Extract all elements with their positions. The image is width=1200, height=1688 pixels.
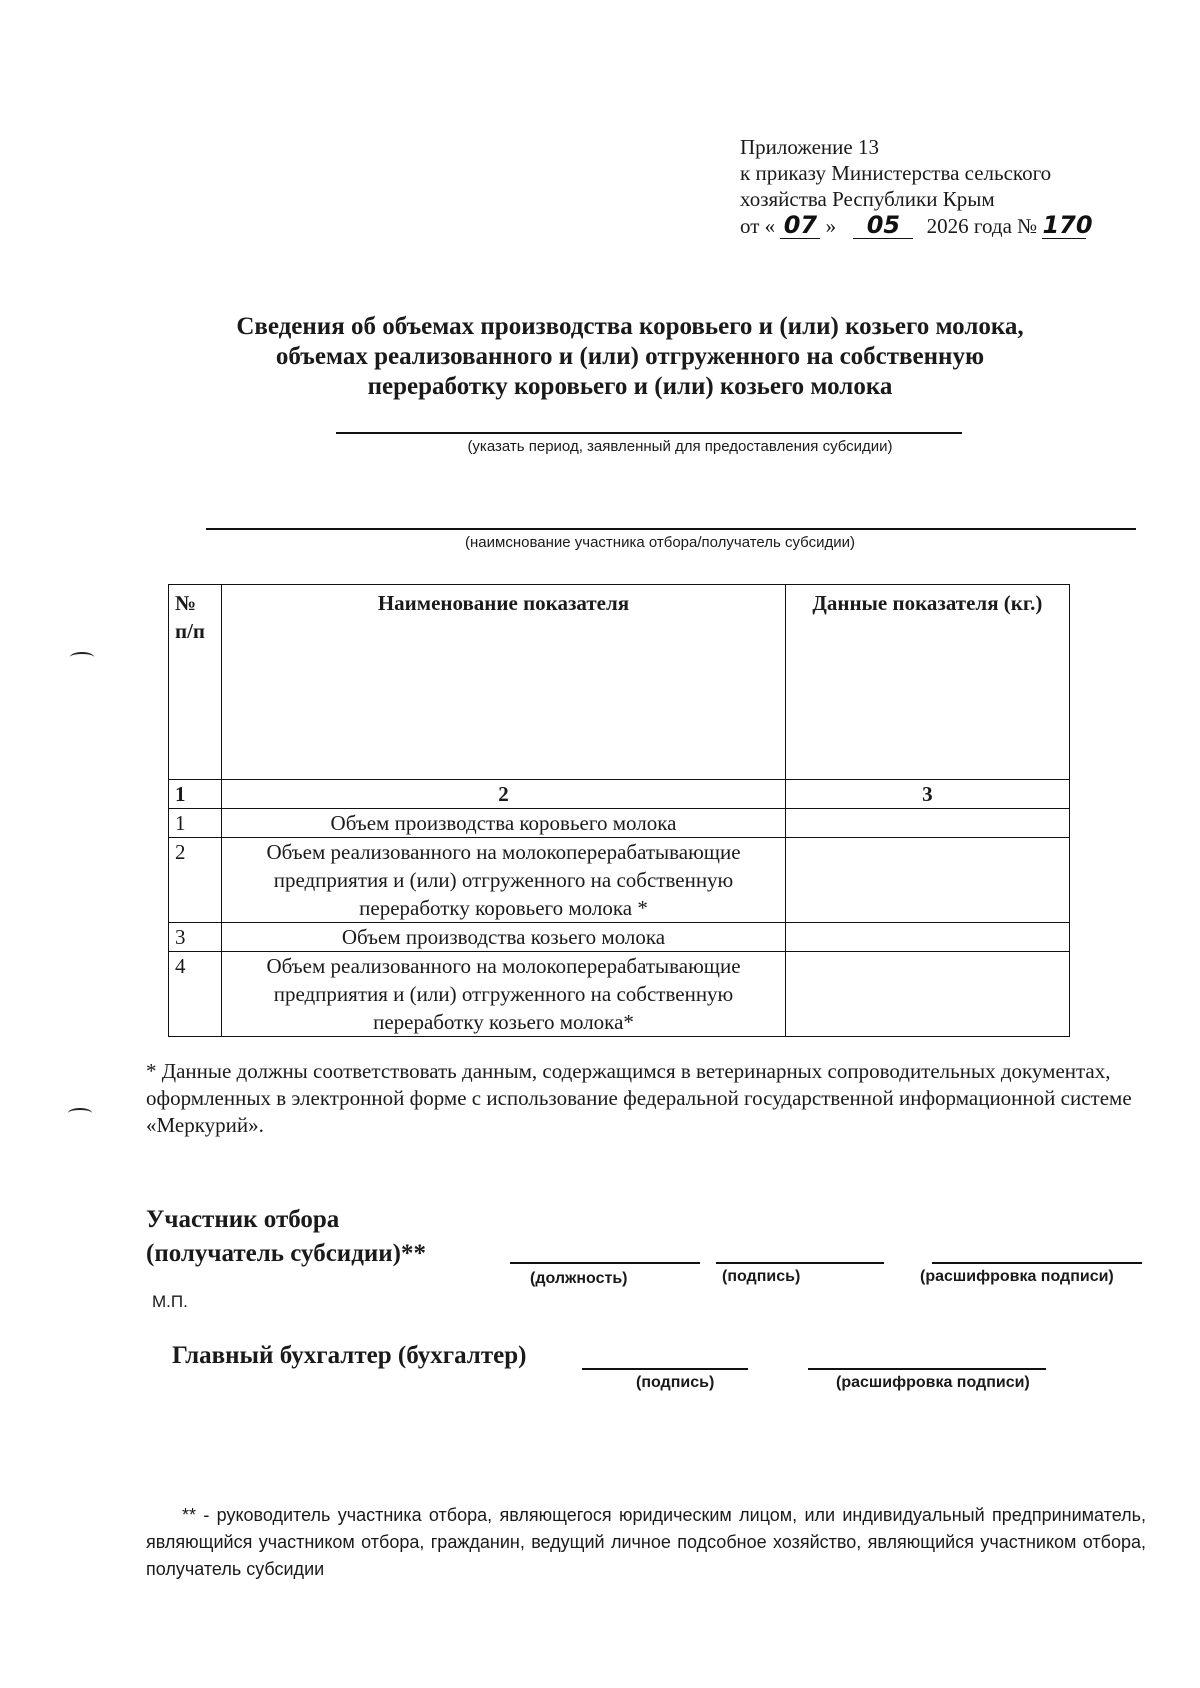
date-prefix: от « [740, 214, 776, 238]
table-row [169, 838, 1070, 923]
row-num: 3 [169, 923, 222, 952]
scan-mark [68, 1108, 92, 1118]
title-line-1: Сведения об объемах производства коровьего и (или) козьего молока, [236, 313, 1024, 340]
title-line-2: объемах реализованного и (или) отгруженного на собственную [275, 343, 985, 370]
stamp-place: М.П. [152, 1292, 188, 1311]
row-name: Объем производства коровьего молока [222, 809, 786, 838]
title-line-3: переработку коровьего и (или) козьего молока [367, 373, 893, 400]
row-value-cell[interactable] [785, 838, 1069, 923]
index-col-1: 1 [169, 780, 222, 809]
appendix-date-line [740, 211, 1093, 239]
row-value-cell[interactable] [785, 809, 1069, 838]
header-name: Наименование показателя [222, 585, 786, 780]
document-title [180, 312, 1080, 402]
table-row [169, 952, 1070, 1037]
table-row [169, 809, 1070, 838]
period-hint: (указать период, заявленный для предоставления субсидии) [467, 438, 893, 455]
position-field-line[interactable] [510, 1262, 700, 1264]
row-name: Объем реализованного на молокоперерабатывающие предприятия и (или) отгруженного на собственную переработку козьего молока* [222, 952, 786, 1037]
decode-hint: (расшифровка подписи) [920, 1268, 1114, 1285]
participant-hint: (наимснование участника отбора/получатель субсидии) [465, 534, 855, 551]
date-sep: » [825, 214, 837, 238]
footnote-responsible: ** - руководитель участника отбора, являющегося юридическим лицом, или индивидуальный предприниматель, являющийся участником отбора, гражданин, ведущий личное подсобное хозяйство, являющийся участником отбора, получатель субсидии [146, 1505, 1146, 1579]
header-num: № п/п [169, 585, 222, 780]
indicators-table [168, 584, 1070, 1037]
row-num: 1 [169, 809, 222, 838]
appendix-ministry-line: хозяйства Республики Крым [740, 187, 995, 211]
participant-label-1: Участник отбора [146, 1206, 340, 1233]
appendix-order-line: к приказу Министерства сельского [740, 161, 1052, 185]
accountant-label: Главный бухгалтер (бухгалтер) [172, 1342, 527, 1369]
row-name: Объем реализованного на молокоперерабатывающие предприятия и (или) отгруженного на собственную переработку коровьего молока * [222, 838, 786, 923]
acc-decode-hint: (расшифровка подписи) [836, 1374, 1030, 1391]
appendix-block [740, 134, 1093, 239]
header-value: Данные показателя (кг.) [785, 585, 1069, 780]
signature-field-line[interactable] [716, 1262, 884, 1264]
date-day: 07 [780, 212, 820, 239]
decode-field-line[interactable] [932, 1262, 1142, 1264]
index-col-3: 3 [785, 780, 1069, 809]
signature-hint: (подпись) [722, 1268, 801, 1285]
appendix-title: Приложение 13 [740, 135, 879, 159]
row-num: 4 [169, 952, 222, 1037]
participant-label-2: (получатель субсидии)** [146, 1240, 426, 1267]
period-field-line[interactable] [336, 432, 962, 434]
footnote-mercury: * Данные должны соответствовать данным, содержащимся в ветеринарных сопроводительных документах, оформленных в электронной форме с использование федеральной государственной информационной системе «Меркурий». [146, 1059, 1132, 1137]
acc-signature-field-line[interactable] [582, 1368, 748, 1370]
row-name: Объем производства козьего молока [222, 923, 786, 952]
row-value-cell[interactable] [785, 952, 1069, 1037]
index-col-2: 2 [222, 780, 786, 809]
acc-decode-field-line[interactable] [808, 1368, 1046, 1370]
scan-mark [70, 652, 94, 662]
row-value-cell[interactable] [785, 923, 1069, 952]
date-month: 05 [853, 212, 913, 239]
table-index-row [169, 780, 1070, 809]
date-year: 2026 года № [926, 214, 1038, 238]
acc-signature-hint: (подпись) [636, 1374, 715, 1391]
row-num: 2 [169, 838, 222, 923]
table-header-row [169, 585, 1070, 780]
participant-field-line[interactable] [206, 528, 1136, 530]
order-number: 170 [1042, 211, 1093, 239]
table-row [169, 923, 1070, 952]
position-hint: (должность) [530, 1270, 628, 1287]
